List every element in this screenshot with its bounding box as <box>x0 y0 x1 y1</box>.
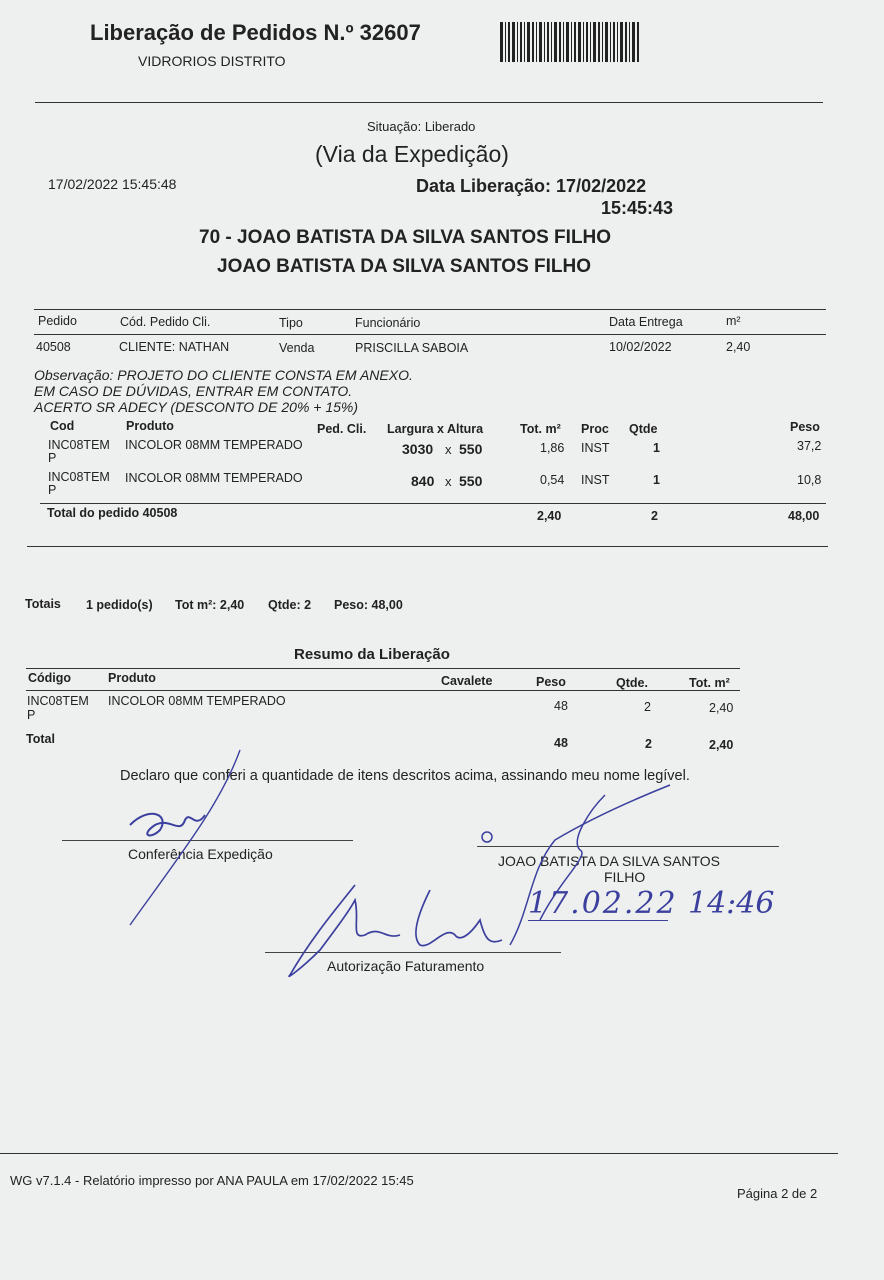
summary-total-tot-m2: 2,40 <box>709 738 734 752</box>
items-total-qtde: 2 <box>651 509 658 523</box>
totals-qtde: Qtde: 2 <box>268 598 312 612</box>
items-total-line <box>40 503 826 504</box>
footer-printed-by: WG v7.1.4 - Relatório impresso por ANA PAULA em 17/02/2022 15:45 <box>10 1173 414 1188</box>
summary-total-qtde: 2 <box>645 737 652 751</box>
barcode <box>500 22 640 62</box>
summary-row-produto: INCOLOR 08MM TEMPERADO <box>108 694 286 708</box>
handwritten-date: 17.02.22 <box>528 886 678 921</box>
release-time: 15:45:43 <box>601 198 674 218</box>
client-signature-name-2: FILHO <box>604 869 646 885</box>
printed-at: 17/02/2022 15:45:48 <box>48 176 177 192</box>
barcode-graphic <box>500 22 640 62</box>
item-row-2-largura: 840 <box>411 473 435 489</box>
item-row-2-tot-m2: 0,54 <box>540 473 565 487</box>
summary-total-label: Total <box>26 732 55 746</box>
document-title: Liberação de Pedidos N.º 32607 <box>90 20 421 45</box>
summary-row-qtde: 2 <box>644 700 651 714</box>
declaration-text: Declaro que conferi a quantidade de itens descritos acima, assinando meu nome legível. <box>120 768 690 784</box>
summary-header-qtde: Qtde. <box>616 676 648 690</box>
order-header-line <box>34 334 826 335</box>
client-signature-line <box>477 846 779 847</box>
autorizacao-label: Autorização Faturamento <box>327 958 485 974</box>
items-header-tot-m2: Tot. m² <box>520 422 561 436</box>
summary-header-peso: Peso <box>536 675 566 689</box>
totals-tot-m2: Tot m²: 2,40 <box>175 598 245 612</box>
autorizacao-signature-line <box>265 952 561 953</box>
items-total-tot-m2: 2,40 <box>537 509 562 523</box>
order-cell-tipo: Venda <box>279 341 315 355</box>
item-row-2-proc: INST <box>581 473 610 487</box>
summary-total-peso: 48 <box>554 736 568 750</box>
totals-label: Totais <box>25 597 61 611</box>
observation-line3: ACERTO SR ADECY (DESCONTO DE 20% + 15%) <box>34 399 359 415</box>
footer-page-number: Página 2 de 2 <box>737 1186 818 1201</box>
item-row-2-cod: INC08TEM <box>48 470 110 484</box>
items-header-cod: Cod <box>50 419 75 433</box>
summary-header-codigo: Código <box>28 671 72 685</box>
order-cell-funcionario: PRISCILLA SABOIA <box>355 341 469 355</box>
handwritten-date-underline <box>528 920 668 921</box>
summary-top-line <box>26 668 740 669</box>
order-cell-cod-cli: CLIENTE: NATHAN <box>119 340 230 354</box>
items-total-peso: 48,00 <box>788 509 820 523</box>
conferencia-label: Conferência Expedição <box>128 846 273 862</box>
summary-row-codigo-suffix: P <box>27 708 36 722</box>
company-name: VIDRORIOS DISTRITO <box>138 53 286 69</box>
items-header-proc: Proc <box>581 422 609 436</box>
status-text: Situação: Liberado <box>367 119 476 134</box>
release-date: Data Liberação: 17/02/2022 <box>416 176 647 196</box>
summary-header-tot-m2: Tot. m² <box>689 676 730 690</box>
client-name-line1: 70 - JOAO BATISTA DA SILVA SANTOS FILHO <box>199 227 612 248</box>
summary-row-codigo: INC08TEM <box>27 694 89 708</box>
client-name-line2: JOAO BATISTA DA SILVA SANTOS FILHO <box>217 256 592 277</box>
item-row-1-produto: INCOLOR 08MM TEMPERADO <box>125 438 303 452</box>
items-header-peso: Peso <box>790 420 820 434</box>
order-header-data-entrega: Data Entrega <box>609 315 683 329</box>
client-signature-name: JOAO BATISTA DA SILVA SANTOS <box>498 853 720 869</box>
handwritten-time: 14:46 <box>688 886 775 921</box>
item-row-1-altura: 550 <box>459 441 483 457</box>
order-cell-data-entrega: 10/02/2022 <box>609 340 672 354</box>
item-row-2-cod-suffix: P <box>48 483 57 497</box>
order-header-m2: m² <box>726 314 741 328</box>
item-row-2-altura: 550 <box>459 473 483 489</box>
items-header-produto: Produto <box>126 419 174 433</box>
items-header-qtde: Qtde <box>629 422 658 436</box>
item-row-1-tot-m2: 1,86 <box>540 441 565 455</box>
totals-pedidos: 1 pedido(s) <box>86 598 153 612</box>
item-row-2-qtde: 1 <box>653 473 660 487</box>
order-header-cod-cli: Cód. Pedido Cli. <box>120 315 211 329</box>
order-table-top-line <box>34 309 826 310</box>
item-row-1-largura: 3030 <box>402 441 434 457</box>
order-header-pedido: Pedido <box>38 314 77 328</box>
via-title: (Via da Expedição) <box>315 141 509 167</box>
item-row-2-x: x <box>445 474 452 489</box>
item-row-2-produto: INCOLOR 08MM TEMPERADO <box>125 471 303 485</box>
summary-title: Resumo da Liberação <box>294 646 450 663</box>
footer-divider <box>0 1153 838 1154</box>
item-row-1-proc: INST <box>581 441 610 455</box>
items-total-label: Total do pedido 40508 <box>47 506 178 520</box>
item-row-2-peso: 10,8 <box>797 473 822 487</box>
observation-line1: Observação: PROJETO DO CLIENTE CONSTA EM ANEXO. <box>34 367 413 383</box>
item-row-1-cod-suffix: P <box>48 451 57 465</box>
summary-row-peso: 48 <box>554 699 568 713</box>
summary-row-tot-m2: 2,40 <box>709 701 734 715</box>
summary-header-line <box>26 690 740 691</box>
item-row-1-qtde: 1 <box>653 441 660 455</box>
order-cell-pedido: 40508 <box>36 340 71 354</box>
item-row-1-peso: 37,2 <box>797 439 822 453</box>
items-header-largura-altura: Largura x Altura <box>387 422 484 436</box>
observation-line2: EM CASO DE DÚVIDAS, ENTRAR EM CONTATO. <box>34 383 353 399</box>
summary-header-cavalete: Cavalete <box>441 674 493 688</box>
order-header-tipo: Tipo <box>279 316 303 330</box>
items-section-divider <box>27 546 828 547</box>
conferencia-signature-line <box>62 840 353 841</box>
order-header-funcionario: Funcionário <box>355 316 421 330</box>
item-row-1-cod: INC08TEM <box>48 438 110 452</box>
items-header-ped-cli: Ped. Cli. <box>317 422 367 436</box>
totals-peso: Peso: 48,00 <box>334 598 403 612</box>
summary-header-produto: Produto <box>108 671 156 685</box>
order-cell-m2: 2,40 <box>726 340 751 354</box>
header-divider <box>35 102 823 103</box>
item-row-1-x: x <box>445 442 452 457</box>
